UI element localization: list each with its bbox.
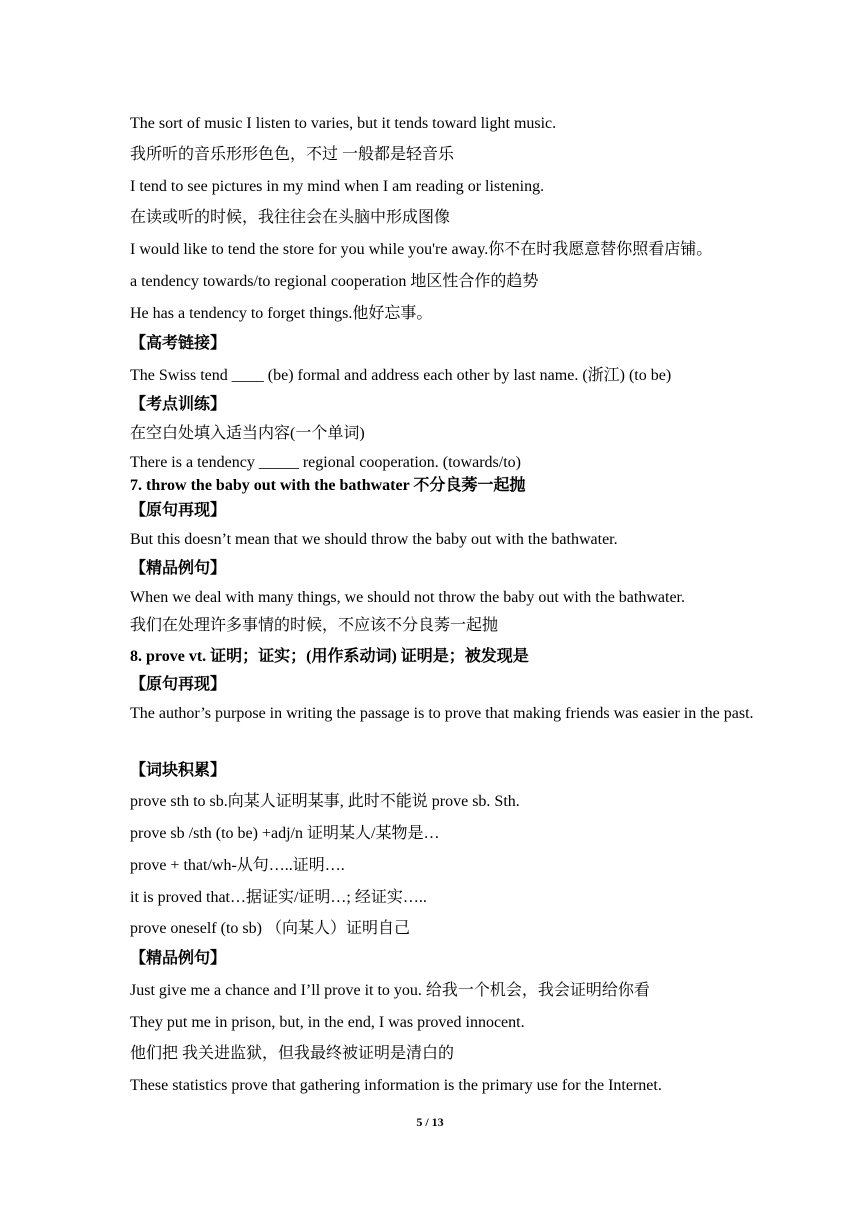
- page-number: 5 / 13: [416, 1115, 444, 1129]
- example-sentence: These statistics prove that gathering information is the primary use for the Internet.: [130, 1077, 662, 1094]
- section-heading-practice: 【考点训练】: [130, 396, 227, 413]
- example-sentence: I would like to tend the store for you while you're away.你不在时我愿意替你照看店铺。: [130, 241, 713, 258]
- chunk-entry: prove + that/wh-从句…..证明….: [130, 857, 345, 874]
- example-sentence: The sort of music I listen to varies, but it tends toward light music.: [130, 115, 557, 132]
- translation: 我们在处理许多事情的时候，不应该不分良莠一起抛: [130, 617, 499, 634]
- translation: 我所听的音乐形形色色，不过 一般都是轻音乐: [130, 146, 455, 163]
- section-heading-original-sentence: 【原句再现】: [130, 676, 227, 693]
- exam-question: The Swiss tend ____ (be) formal and address each other by last name. (浙江) (to be): [130, 367, 672, 384]
- example-sentence: They put me in prison, but, in the end, I was proved innocent.: [130, 1014, 525, 1031]
- chunk-entry: it is proved that…据证实/证明…; 经证实…..: [130, 889, 427, 906]
- section-heading-original-sentence: 【原句再现】: [130, 502, 227, 519]
- example-sentence: When we deal with many things, we should not throw the baby out with the bathwater.: [130, 589, 685, 606]
- chunk-entry: prove sb /sth (to be) +adj/n 证明某人/某物是…: [130, 825, 440, 842]
- instruction: 在空白处填入适当内容(一个单词): [130, 425, 365, 442]
- section-heading-gaokao-link: 【高考链接】: [130, 335, 227, 352]
- chunk-entry: prove oneself (to sb) （向某人）证明自己: [130, 920, 410, 937]
- translation: 在读或听的时候，我往往会在头脑中形成图像: [130, 209, 451, 226]
- section-heading-word-chunks: 【词块积累】: [130, 762, 227, 779]
- example-sentence: I tend to see pictures in my mind when I am reading or listening.: [130, 178, 545, 195]
- example-sentence: He has a tendency to forget things.他好忘事。: [130, 305, 433, 322]
- phrase-entry: a tendency towards/to regional cooperation 地区性合作的趋势: [130, 273, 539, 290]
- chunk-entry: prove sth to sb.向某人证明某事, 此时不能说 prove sb. Sth.: [130, 793, 520, 810]
- example-sentence: The author’s purpose in writing the passage is to prove that making friends was easier in the past.: [130, 705, 754, 722]
- example-sentence: But this doesn’t mean that we should throw the baby out with the bathwater.: [130, 531, 618, 548]
- section-heading-examples: 【精品例句】: [130, 560, 227, 577]
- vocab-heading-throw-the-baby: 7. throw the baby out with the bathwater 不分良莠一起抛: [130, 477, 526, 494]
- vocab-heading-prove: 8. prove vt. 证明；证实；(用作系动词) 证明是；被发现是: [130, 648, 529, 665]
- translation: 他们把 我关进监狱，但我最终被证明是清白的: [130, 1045, 455, 1062]
- example-sentence: Just give me a chance and I’ll prove it to you. 给我一个机会，我会证明给你看: [130, 982, 650, 999]
- exercise-question: There is a tendency _____ regional cooperation. (towards/to): [130, 454, 521, 471]
- section-heading-examples: 【精品例句】: [130, 950, 227, 967]
